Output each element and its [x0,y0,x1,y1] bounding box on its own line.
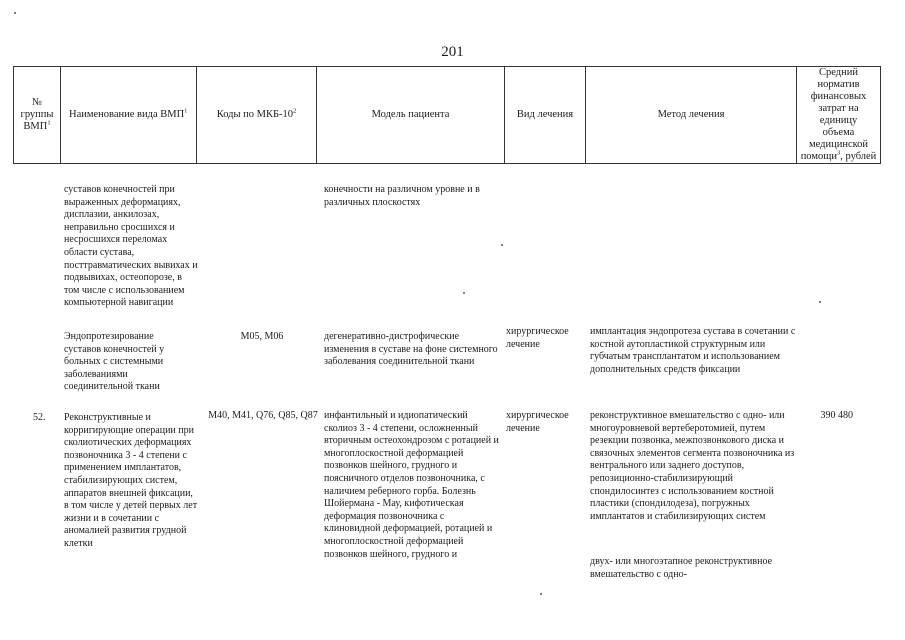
header-patient-model: Модель пациента [317,67,505,164]
row-treatment-method: имплантация эндопротеза сустава в сочетании с костной аутопластикой структурным или губчатым трансплантатом и использованием дополнительных средств фиксации [590,326,796,375]
row-treatment-type: хирургическое лечение [506,326,569,350]
row-average-cost: 390 480 [820,410,853,421]
header-vmp-name: Наименование вида ВМП$^1$ [61,67,197,164]
header-treatment-type: Вид лечения [505,67,586,164]
table-header [13,66,881,164]
row-treatment-method-continued: двух- или многоэтапное реконструктивное вмешательство с одно- [590,556,773,580]
header-icd-codes: Коды по МКБ-$10^2$ [197,67,317,164]
row-icd-codes: M40, M41, Q76, Q85, Q87 [208,410,318,421]
row-treatment-method: реконструктивное вмешательство с одно- или многоуровневой вертеберотомией, путем резекции позвонка, межпозвонкового диска и связочных элементов сегмента позвоночника из вентрального или заднего доступов, репозиционно-стабилизирующий спондилосинтез с использованием костной пластики (спондилодеза), погружных имплантатов и стабилизирующих систем [590,410,795,522]
scan-speck [14,12,16,14]
scan-speck [819,301,821,303]
row-patient-model: инфантильный и идиопатический сколиоз 3 - 4 степени, осложненный вторичным остеохондрозом с ротацией и многоплоскостной деформацией позвонков шейного, грудного и поясничного отделов позвоночника, с наличием реберного горба. Болезнь Шойермана - Мау, кифотическая деформация позвоночника с клиновидной деформацией, ротацией и многоплоскостной деформацией позвонков шейного, грудного и [324,410,499,560]
row-group-number: 52. [33,412,46,423]
header-group-number: № группы ВМП$^1$ [14,67,61,164]
scan-speck [463,292,465,294]
header-treatment-method: Метод лечения [586,67,797,164]
header-average-cost: Средний норматив финансовых затрат на единицу объема медицинской помощи$^3$, рублей [797,67,881,164]
row-patient-model: конечности на различном уровне и в различных плоскостях [324,184,480,208]
row-icd-codes: M05, M06 [240,331,284,342]
row-treatment-type: хирургическое лечение [506,410,569,434]
page-number: 201 [441,44,464,60]
row-vmp-name: Реконструктивные и корригирующие операции при сколиотических деформациях позвоночника 3 - 4 степени с применением имплантатов, стабилизирующих систем, аппаратов внешней фиксации, в том числе у детей первых лет жизни и в сочетании с аномалией развития грудной клетки [64,412,198,549]
row-patient-model: дегенеративно-дистрофические изменения в суставе на фоне системного заболевания соединительной ткани [324,331,498,368]
row-vmp-name: суставов конечностей при выраженных деформациях, дисплазии, анкилозах, неправильно сросшихся и несросшихся переломах области сустава, посттравматических вывихах и подвывихах, остеопорозе, в том числе с использованием компьютерной навигации [64,184,198,309]
scan-speck [540,593,542,595]
row-vmp-name: Эндопротезирование суставов конечностей у больных с системными заболеваниями соединительной ткани [64,331,165,393]
scan-speck [501,244,503,246]
